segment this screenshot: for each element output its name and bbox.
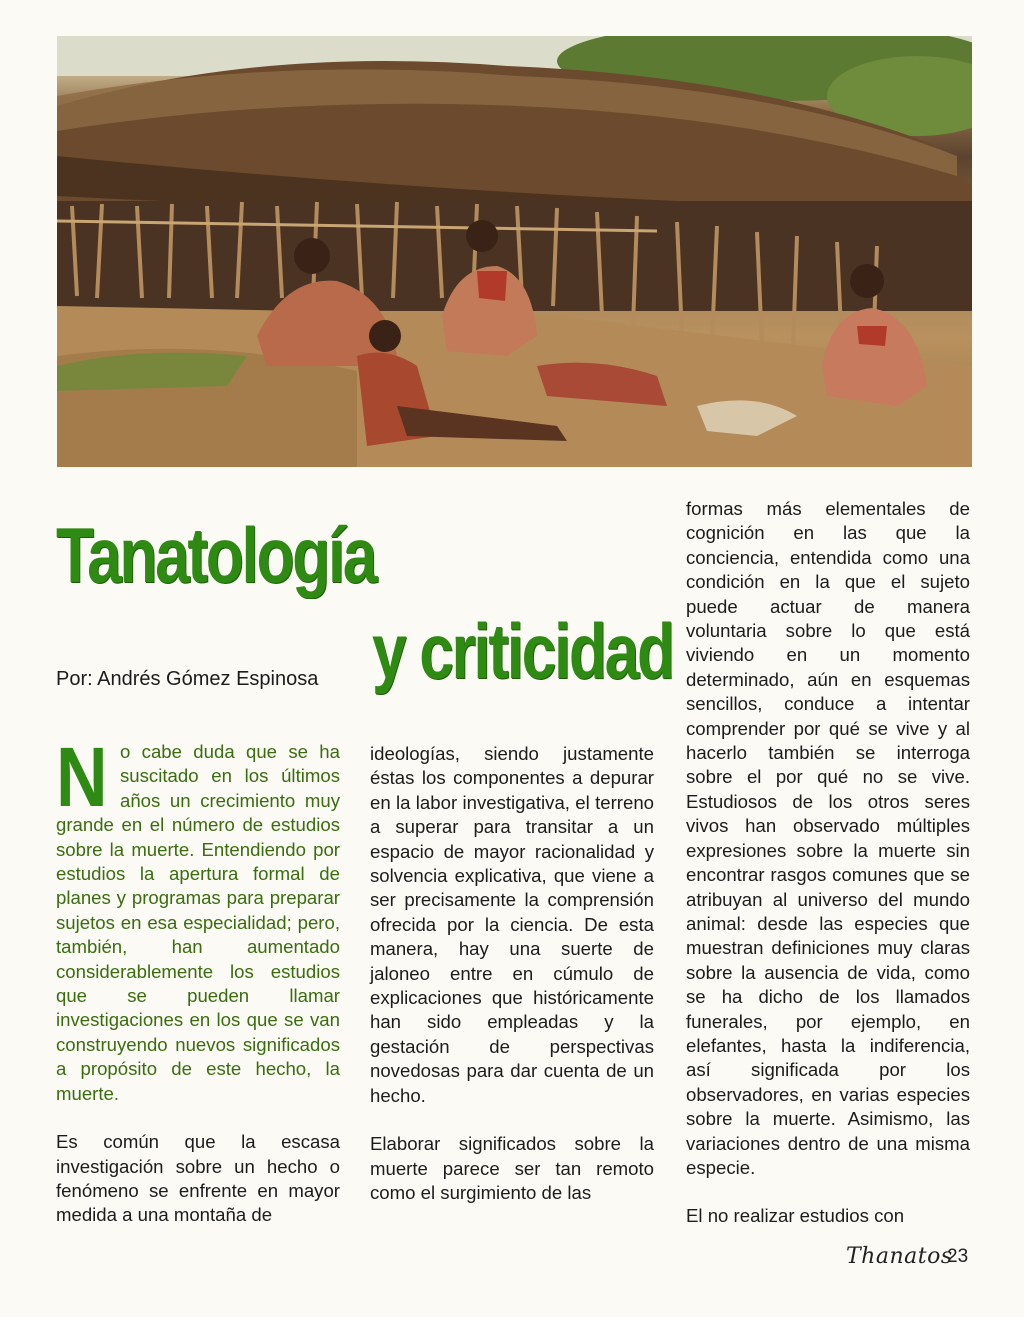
maasai-village-photo	[57, 36, 972, 467]
column2-paragraph2: Elaborar significados sobre la muerte parece ser tan remoto como el surgimiento de las	[370, 1133, 654, 1203]
text-column-2	[370, 742, 654, 1205]
magazine-brand: Thanatos	[846, 1244, 953, 1269]
photo-illustration	[57, 36, 972, 467]
intro-text: o cabe duda que se ha suscitado en los últimos años un crecimiento muy grande en el número de estudios sobre la muerte. Entendiendo por estudios la apertura formal de planes y programas para preparar sujetos en esa especialidad; pero, también, han aumentado considerablemente los estudios que se pueden llamar investigaciones en los que se van construyendo nuevos significados a propósito de este hecho, la muerte.	[56, 741, 340, 1104]
article-title-line1: Tanatología	[56, 511, 376, 599]
column2-paragraph1: ideologías, siendo justamente éstas los componentes a depurar en la labor investigativa, el terreno a superar para transitar a un espacio de mayor racionalidad y solvencia explicativa, que viene a ser precisamente la comprensión ofrecida por la ciencia. De esta manera, hay una suerte de jaloneo entre en cúmulo de explicaciones que históricamente han sido empleadas y la gestación de perspectivas novedosas para dar cuenta de un hecho.	[370, 743, 654, 1106]
text-column-1	[56, 730, 340, 1228]
author-byline: Por: Andrés Gómez Espinosa	[56, 668, 319, 690]
intro-paragraph	[56, 730, 340, 1106]
page-number: 23	[947, 1246, 969, 1267]
drop-cap: N	[56, 730, 108, 824]
article-title-line2: y criticidad	[372, 607, 673, 695]
column1-paragraph2: Es común que la escasa investigación sobre un hecho o fenómeno se enfrente en mayor medida a una montaña de	[56, 1131, 340, 1226]
column3-paragraph2: El no realizar estudios con	[686, 1205, 905, 1227]
column3-paragraph1: formas más elementales de cognición en las que la conciencia, entendida como una condición en la que el sujeto puede actuar de manera voluntaria sobre lo que está viviendo en un momento determinado, aún en esquemas sencillos, conduce a intentar comprender por qué se vive y al hacerlo también se interroga sobre el por qué no se vive. Estudiosos de los otros seres vivos han observado múltiples expresiones sobre la muerte sin encontrar rasgos comunes que se atribuyan al universo del mundo animal: desde las especies que muestran definiciones muy claras sobre la ausencia de vida, como se ha dicho de los llamados funerales, por ejemplo, en elefantes, hasta la indiferencia, así significada por los observadores, en varias especies sobre la muerte. Asimismo, las variaciones dentro de una misma especie.	[686, 498, 970, 1178]
text-column-3	[686, 497, 970, 1229]
